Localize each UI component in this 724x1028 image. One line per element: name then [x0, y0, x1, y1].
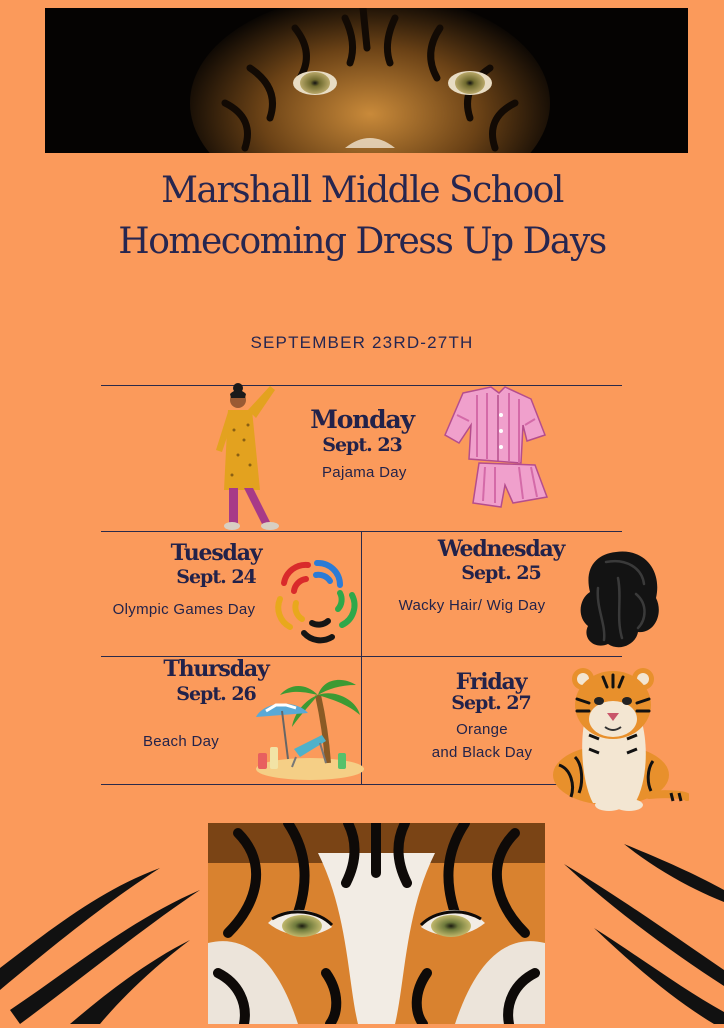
day-name: Monday — [310, 405, 414, 434]
day-theme: Olympic Games Day — [112, 601, 256, 618]
day-name: Thursday — [163, 656, 269, 682]
tiger-icon — [549, 665, 689, 815]
day-name: Tuesday — [170, 540, 262, 566]
tiger-eyes-banner — [45, 8, 688, 153]
day-date: Sept. 26 — [176, 683, 256, 705]
date-range: SEPTEMBER 23RD-27TH — [250, 333, 474, 352]
day-theme: Beach Day — [142, 733, 220, 750]
olympic-rings-icon — [272, 555, 362, 649]
day-date: Sept. 24 — [176, 566, 256, 588]
page-title-line2: Homecoming Dress Up Days — [118, 221, 606, 262]
day-date: Sept. 25 — [461, 562, 541, 584]
beach-icon — [252, 675, 364, 785]
day-theme: Wacky Hair/ Wig Day — [398, 597, 546, 614]
pajamas-icon — [443, 385, 551, 514]
page-title-line1: Marshall Middle School — [161, 170, 563, 211]
tiger-face-banner — [208, 823, 545, 1024]
wig-icon — [576, 548, 662, 656]
day-name: Friday — [455, 669, 527, 695]
day-name: Wednesday — [437, 536, 565, 562]
day-date: Sept. 27 — [451, 692, 531, 714]
day-date: Sept. 23 — [322, 434, 402, 456]
day-theme-line2: and Black Day — [431, 744, 533, 761]
claw-marks-left-icon — [0, 860, 200, 1028]
claw-marks-right-icon — [554, 840, 724, 1028]
day-theme: Pajama Day — [322, 464, 407, 481]
day-theme-line1: Orange — [456, 721, 508, 738]
person-in-pajamas-icon — [212, 380, 282, 536]
